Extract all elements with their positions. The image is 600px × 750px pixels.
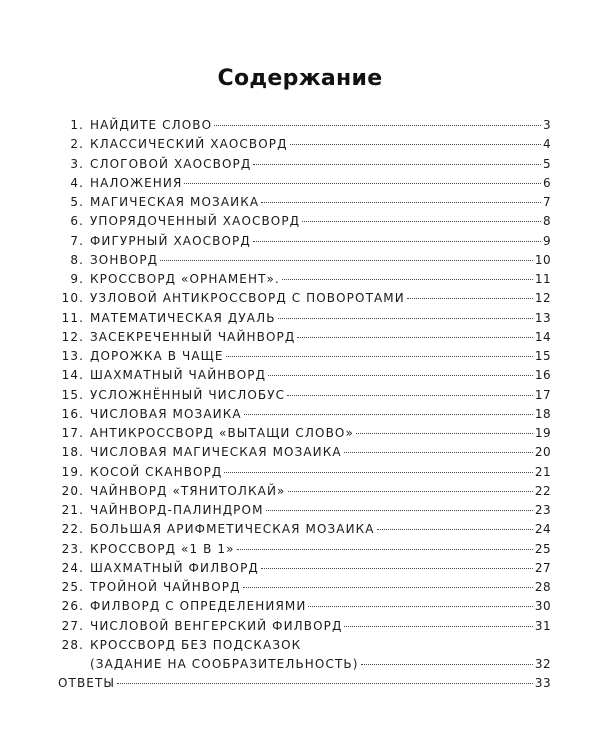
toc-entry (58, 597, 551, 616)
toc-dot-leader (261, 201, 541, 203)
toc-entry (58, 578, 551, 597)
toc-entry-page: 3 (542, 118, 551, 132)
toc-entry-page: 28 (534, 580, 551, 594)
toc-dot-leader (407, 297, 533, 299)
toc-entry-title: КРОССВОРД «1 В 1» (90, 541, 235, 556)
toc-entry (58, 443, 551, 462)
toc-dot-leader (297, 336, 533, 338)
toc-entry-page: 17 (534, 387, 551, 402)
toc-entry-page: 18 (534, 406, 551, 421)
toc-dot-leader (282, 278, 533, 280)
toc-dot-leader (160, 259, 533, 261)
toc-entry-page: 33 (534, 676, 551, 691)
toc-entry (58, 347, 551, 366)
page-title: Содержание (217, 66, 383, 91)
toc-dot-leader (361, 663, 533, 665)
toc-entry-title: БОЛЬШАЯ АРИФМЕТИЧЕСКАЯ МОЗАИКА (90, 522, 375, 537)
toc-entry-page: 13 (534, 310, 551, 325)
toc-entry (58, 289, 551, 308)
toc-entry-number: 14. (61, 368, 84, 383)
toc-dot-leader (287, 394, 533, 396)
toc-entry-title: ШАХМАТНЫЙ ФИЛВОРД (90, 560, 259, 575)
toc-entry-number: 21. (61, 503, 84, 517)
toc-entry (58, 520, 551, 539)
toc-dot-leader (243, 586, 533, 588)
toc-entry-title: АНТИКРОССВОРД «ВЫТАЩИ СЛОВО» (90, 426, 354, 440)
toc-entry-number: 9. (70, 272, 84, 286)
toc-entry-number: 28. (61, 637, 84, 652)
toc-entry (58, 116, 551, 135)
toc-entry (58, 617, 551, 636)
toc-entry-title: КРОССВОРД «ОРНАМЕНТ». (90, 272, 280, 286)
toc-entry (58, 232, 551, 251)
toc-dot-leader (253, 163, 541, 165)
toc-entry-page: 25 (534, 541, 551, 556)
toc-dot-leader (308, 605, 532, 607)
toc-entry-page: 19 (534, 426, 551, 440)
toc-entry-title: СЛОГОВОЙ ХАОСВОРД (90, 156, 252, 171)
toc-entry-page: 31 (534, 618, 551, 633)
toc-entry-title: ЗОНВОРД (90, 252, 159, 267)
toc-entry-page: 5 (542, 156, 551, 171)
toc-entry (58, 366, 551, 385)
toc-dot-leader (226, 355, 533, 357)
toc-entry-title: ЧАЙНВОРД «ТЯНИТОЛКАЙ» (90, 483, 286, 498)
toc-entry (58, 559, 551, 578)
toc-entry-page: 20 (534, 445, 551, 460)
toc-entry-number: 22. (61, 522, 84, 537)
toc-dot-leader (224, 471, 533, 473)
toc-entry-number: 12. (61, 329, 84, 344)
toc-entry-title: УЗЛОВОЙ АНТИКРОССВОРД С ПОВОРОТАМИ (90, 291, 405, 306)
toc-dot-leader (356, 432, 533, 434)
toc-entry-number: 26. (61, 599, 84, 614)
toc-dot-leader (117, 682, 533, 684)
toc-dot-leader (244, 413, 533, 415)
toc-entry-title: УСЛОЖНЁННЫЙ ЧИСЛОБУС (90, 387, 286, 402)
toc-entry-title: УПОРЯДОЧЕННЫЙ ХАОСВОРД (90, 214, 301, 229)
toc-entry-page: 23 (534, 503, 551, 517)
toc-entry-number: 13. (61, 349, 84, 363)
toc-dot-leader (268, 374, 533, 376)
toc-entry-title: ШАХМАТНЫЙ ЧАЙНВОРД (90, 368, 267, 383)
toc-dot-leader (344, 625, 532, 627)
toc-entry (58, 463, 551, 482)
toc-entry-number: 16. (61, 406, 84, 421)
toc-dot-leader (288, 490, 533, 492)
toc-entry (58, 155, 551, 174)
toc-entry-page: 16 (534, 368, 551, 383)
toc-entry (58, 193, 551, 212)
toc-entry-page: 6 (542, 175, 551, 190)
toc-entry (58, 636, 551, 655)
toc-entry-title: ЧАЙНВОРД-ПАЛИНДРОМ (90, 503, 264, 517)
toc-entry-page: 22 (534, 483, 551, 498)
toc-entry-number: 11. (61, 310, 84, 325)
toc-entry-number: 7. (70, 233, 84, 248)
table-of-contents (58, 116, 551, 694)
toc-entry-title: НАЛОЖЕНИЯ (90, 175, 183, 190)
toc-entry-title: ДОРОЖКА В ЧАЩЕ (90, 349, 224, 363)
toc-entry-page: 10 (534, 252, 551, 267)
toc-entry (58, 270, 551, 289)
toc-entry-number: 20. (61, 483, 84, 498)
toc-dot-leader (253, 240, 541, 242)
toc-entry (58, 674, 551, 693)
toc-entry-title: КОСОЙ СКАНВОРД (90, 464, 223, 479)
toc-entry (58, 174, 551, 193)
toc-entry (58, 135, 551, 154)
toc-entry-title: ОТВЕТЫ (58, 676, 116, 691)
toc-entry-title: (ЗАДАНИЕ НА СООБРАЗИТЕЛЬНОСТЬ) (90, 657, 359, 671)
toc-entry-number: 5. (70, 195, 84, 209)
toc-entry-page: 12 (534, 291, 551, 306)
toc-entry (58, 405, 551, 424)
toc-entry (58, 328, 551, 347)
toc-entry-title: МАТЕМАТИЧЕСКАЯ ДУАЛЬ (90, 310, 276, 325)
toc-entry-number: 27. (61, 618, 84, 633)
toc-entry-title: ТРОЙНОЙ ЧАЙНВОРД (90, 580, 241, 594)
toc-entry-number: 1. (70, 118, 84, 132)
toc-entry-number: 18. (61, 445, 84, 460)
toc-dot-leader (278, 317, 533, 319)
toc-entry-page: 15 (534, 349, 551, 363)
toc-dot-leader (377, 528, 533, 530)
toc-entry-number: 17. (61, 426, 84, 440)
toc-entry-number: 6. (70, 214, 84, 229)
toc-entry-number: 19. (61, 464, 84, 479)
toc-dot-leader (290, 143, 541, 145)
toc-entry-page: 27 (534, 560, 551, 575)
toc-dot-leader (344, 451, 533, 453)
toc-entry-page: 32 (534, 657, 551, 671)
toc-entry-number: 25. (61, 580, 84, 594)
toc-entry-title: КРОССВОРД БЕЗ ПОДСКАЗОК (90, 637, 302, 652)
toc-entry-title: ЧИСЛОВАЯ МАГИЧЕСКАЯ МОЗАИКА (90, 445, 342, 460)
toc-entry (58, 251, 551, 270)
toc-dot-leader (237, 548, 533, 550)
toc-entry-page: 11 (534, 272, 551, 286)
toc-entry-page: 24 (534, 522, 551, 537)
toc-entry (58, 386, 551, 405)
toc-entry-number: 10. (61, 291, 84, 306)
toc-entry-number: 2. (70, 137, 84, 152)
toc-entry-title: ФИЛВОРД С ОПРЕДЕЛЕНИЯМИ (90, 599, 307, 614)
toc-entry (58, 501, 551, 520)
toc-dot-leader (184, 182, 541, 184)
toc-entry (58, 309, 551, 328)
toc-entry-title: НАЙДИТЕ СЛОВО (90, 118, 213, 132)
toc-entry (58, 482, 551, 501)
toc-entry-title: КЛАССИЧЕСКИЙ ХАОСВОРД (90, 137, 288, 152)
toc-entry-number: 4. (70, 175, 84, 190)
toc-entry-title: ЧИСЛОВАЯ МОЗАИКА (90, 406, 242, 421)
toc-dot-leader (302, 220, 541, 222)
toc-entry-title: МАГИЧЕСКАЯ МОЗАИКА (90, 195, 260, 209)
toc-entry-page: 14 (534, 329, 551, 344)
toc-entry (58, 540, 551, 559)
toc-entry-number: 15. (61, 387, 84, 402)
toc-entry-page: 9 (542, 233, 551, 248)
toc-entry-title: ФИГУРНЫЙ ХАОСВОРД (90, 233, 251, 248)
toc-entry-page: 8 (542, 214, 551, 229)
toc-entry-number: 3. (70, 156, 84, 171)
toc-entry-title: ЗАСЕКРЕЧЕННЫЙ ЧАЙНВОРД (90, 329, 296, 344)
toc-dot-leader (214, 124, 541, 126)
toc-dot-leader (266, 509, 533, 511)
toc-entry (58, 424, 551, 443)
toc-dot-leader (261, 567, 533, 569)
toc-entry (58, 655, 551, 674)
toc-entry-page: 30 (534, 599, 551, 614)
toc-entry-number: 23. (61, 541, 84, 556)
toc-entry-number: 24. (61, 560, 84, 575)
toc-entry-page: 4 (542, 137, 551, 152)
toc-entry-title: ЧИСЛОВОЙ ВЕНГЕРСКИЙ ФИЛВОРД (90, 618, 343, 633)
toc-entry-page: 7 (542, 195, 551, 209)
toc-entry-number: 8. (70, 252, 84, 267)
toc-entry-page: 21 (534, 464, 551, 479)
toc-entry (58, 212, 551, 231)
